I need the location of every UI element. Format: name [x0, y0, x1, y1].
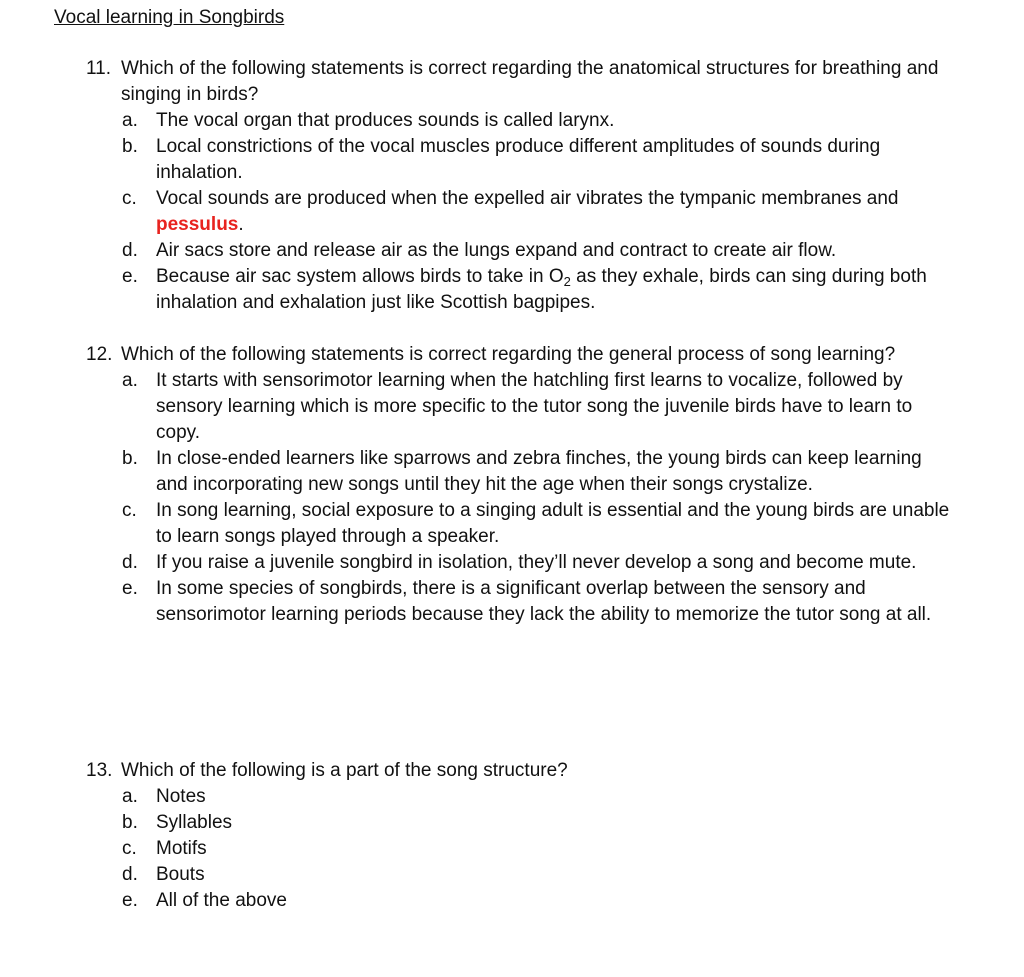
option-text-suffix: as they exhale, birds can sing during both inhalation and exhalation just like Scottish bagpipes.: [156, 266, 927, 313]
question-13: [86, 758, 956, 914]
option-letter: b.: [122, 136, 138, 157]
option-letter: c.: [122, 838, 137, 859]
option-letter: a.: [122, 786, 138, 807]
option-e[interactable]: [86, 264, 956, 316]
option-text: Notes: [156, 786, 206, 807]
option-text: Motifs: [156, 838, 207, 859]
question-11: [86, 56, 956, 316]
option-b[interactable]: [86, 134, 956, 186]
option-text-main: Because air sac system allows birds to take in O: [156, 266, 564, 287]
option-text: [156, 264, 956, 316]
subscript: 2: [563, 274, 571, 289]
option-text: The vocal organ that produces sounds is called larynx.: [156, 110, 615, 131]
question-12: [86, 342, 956, 628]
option-letter: c.: [122, 500, 137, 521]
option-letter: e.: [122, 266, 138, 287]
option-text: Air sacs store and release air as the lungs expand and contract to create air flow.: [156, 240, 837, 261]
option-c[interactable]: [86, 186, 956, 238]
option-letter: c.: [122, 188, 137, 209]
option-c[interactable]: [86, 498, 956, 550]
option-e[interactable]: [86, 888, 956, 914]
option-letter: d.: [122, 240, 138, 261]
option-a[interactable]: [86, 784, 956, 810]
option-text: All of the above: [156, 890, 287, 911]
option-a[interactable]: [86, 108, 956, 134]
option-text: If you raise a juvenile songbird in isolation, they’ll never develop a song and become mute.: [156, 552, 917, 573]
option-letter: a.: [122, 370, 138, 391]
question-number: 11.: [86, 58, 112, 79]
question-text: Which of the following statements is correct regarding the general process of song learning?: [121, 344, 896, 365]
highlighted-term: pessulus: [156, 214, 239, 235]
option-e[interactable]: [86, 576, 956, 628]
option-letter: b.: [122, 812, 138, 833]
option-text: In song learning, social exposure to a singing adult is essential and the young birds are unable to learn songs played through a speaker.: [156, 500, 950, 547]
option-letter: e.: [122, 890, 138, 911]
question-text: Which of the following is a part of the song structure?: [121, 760, 568, 781]
option-c[interactable]: [86, 836, 956, 862]
option-text: Local constrictions of the vocal muscles produce different amplitudes of sounds during inhalation.: [156, 136, 881, 183]
option-letter: b.: [122, 448, 138, 469]
document-title: Vocal learning in Songbirds: [54, 7, 285, 28]
option-d[interactable]: [86, 238, 956, 264]
option-letter: a.: [122, 110, 138, 131]
option-letter: d.: [122, 552, 138, 573]
option-text-suffix: .: [238, 214, 244, 235]
option-text: [156, 186, 956, 238]
question-text: Which of the following statements is correct regarding the anatomical structures for breathing and singing in birds?: [121, 58, 939, 105]
option-text-main: Vocal sounds are produced when the expelled air vibrates the tympanic membranes and: [156, 188, 899, 209]
option-b[interactable]: [86, 810, 956, 836]
option-a[interactable]: [86, 368, 956, 446]
option-text: Bouts: [156, 864, 205, 885]
option-text: In some species of songbirds, there is a significant overlap between the sensory and sensorimotor learning periods because they lack the ability to memorize the tutor song at all.: [156, 578, 932, 625]
option-letter: e.: [122, 578, 138, 599]
question-number: 12.: [86, 344, 113, 365]
option-text: In close-ended learners like sparrows and zebra finches, the young birds can keep learning and incorporating new songs until they hit the age when their songs crystalize.: [156, 448, 922, 495]
option-text: Syllables: [156, 812, 233, 833]
question-number: 13.: [86, 760, 113, 781]
option-b[interactable]: [86, 446, 956, 498]
option-d[interactable]: [86, 862, 956, 888]
option-d[interactable]: [86, 550, 956, 576]
option-text: It starts with sensorimotor learning when the hatchling first learns to vocalize, followed by sensory learning which is more specific to the tutor song the juvenile birds have to learn to copy.: [156, 370, 913, 443]
option-letter: d.: [122, 864, 138, 885]
